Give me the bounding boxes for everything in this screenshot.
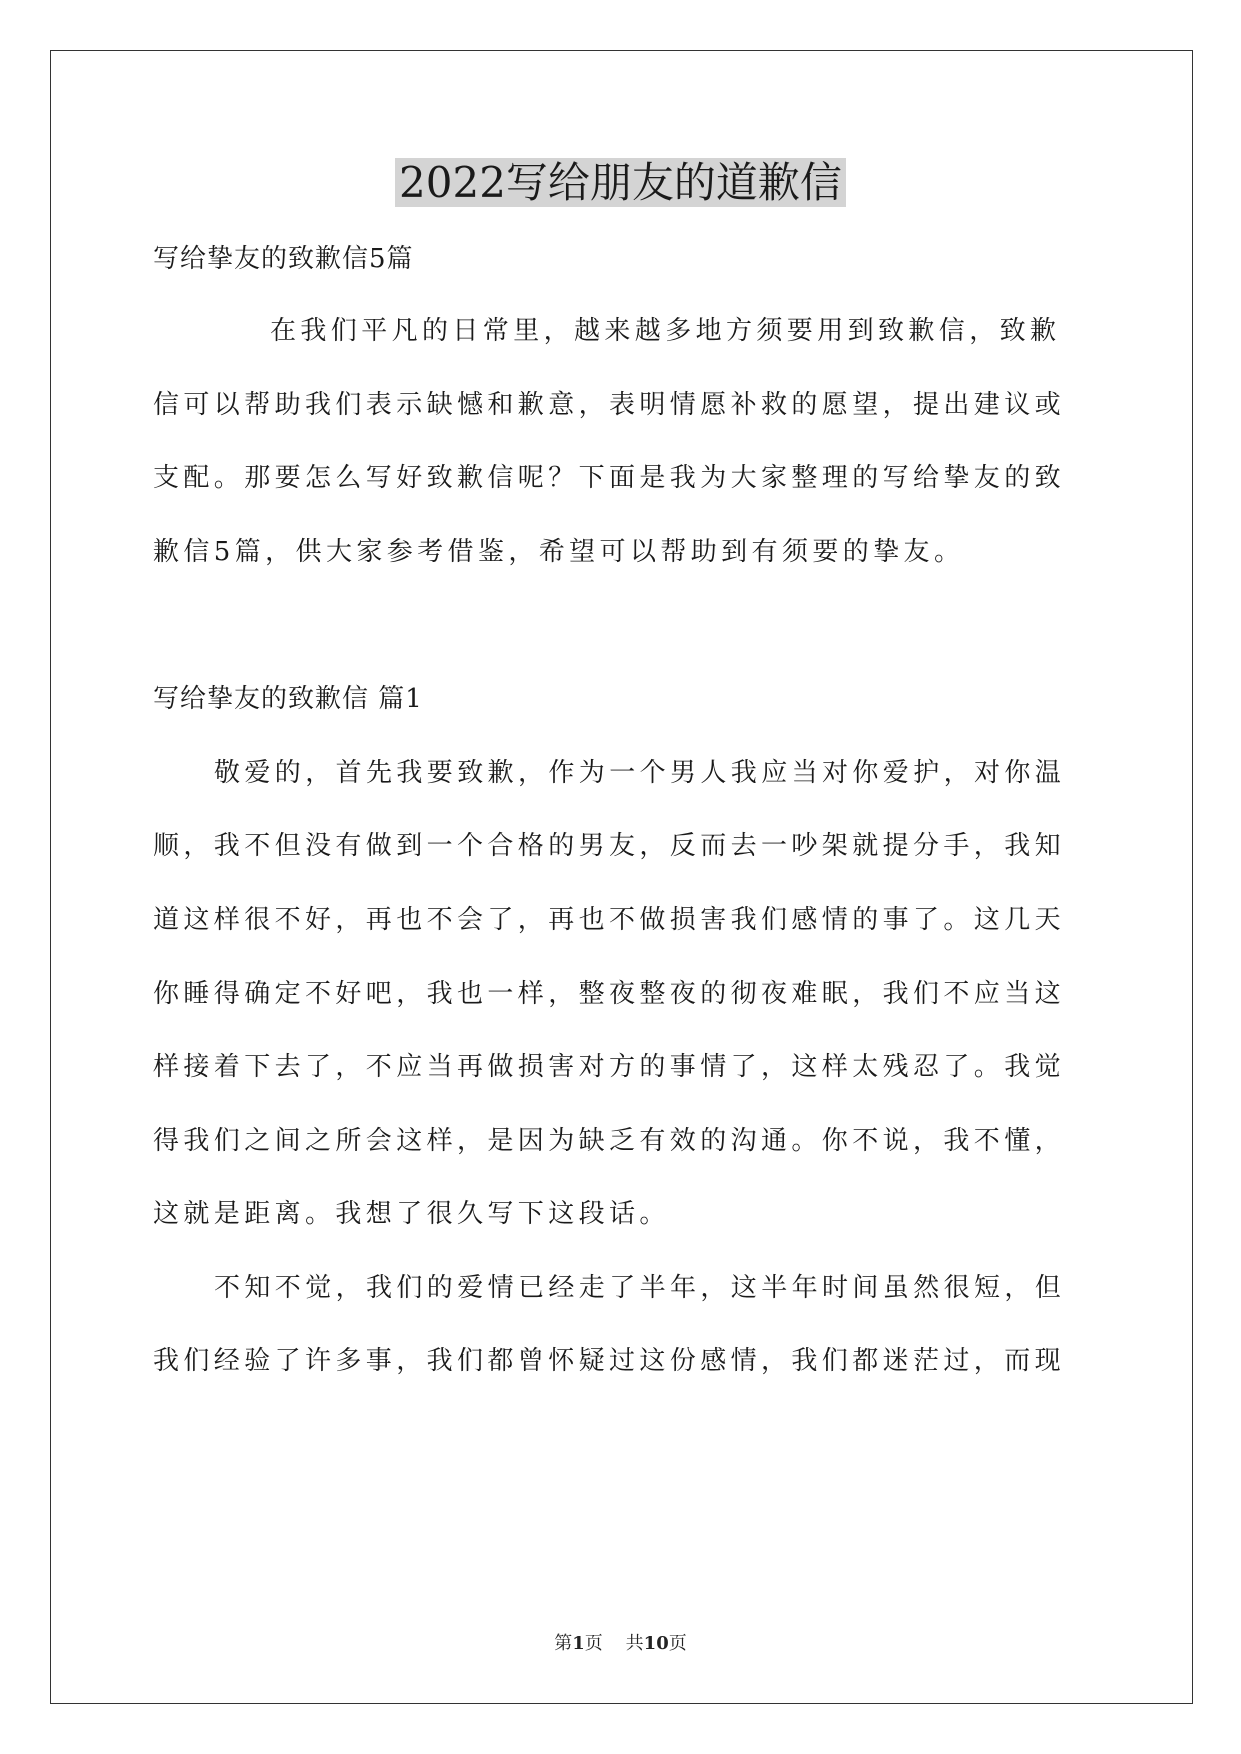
document-title [0,155,1241,211]
section-heading: 写给挚友的致歉信 篇1 [153,684,423,714]
footer-current-page: 1 [572,1633,585,1654]
footer-total-pages: 10 [643,1633,669,1654]
para1-line-2: 顺，我不但没有做到一个合格的男友，反而去一吵架就提分手，我知 [153,831,1066,861]
para2-line-1: 不知不觉，我们的爱情已经走了半年，这半年时间虽然很短，但 [214,1273,1066,1303]
subtitle: 写给挚友的致歉信5篇 [153,244,414,274]
para1-line-7: 这就是距离。我想了很久写下这段话。 [153,1199,670,1229]
para1-line-5: 样接着下去了，不应当再做损害对方的事情了，这样太残忍了。我觉 [153,1052,1066,1082]
footer-total-suffix: 页 [668,1633,687,1654]
footer-prefix: 第 [554,1633,573,1654]
intro-line-3: 支配。那要怎么写好致歉信呢？下面是我为大家整理的写给挚友的致 [153,463,1066,493]
para1-line-1: 敬爱的，首先我要致歉，作为一个男人我应当对你爱护，对你温 [214,758,1066,788]
intro-line-1: 在我们平凡的日常里，越来越多地方须要用到致歉信，致歉 [270,316,1061,346]
para1-line-3: 道这样很不好，再也不会了，再也不做损害我们感情的事了。这几天 [153,905,1066,935]
para1-line-6: 得我们之间之所会这样，是因为缺乏有效的沟通。你不说，我不懂， [153,1126,1066,1156]
intro-line-4: 歉信5篇，供大家参考借鉴，希望可以帮助到有须要的挚友。 [153,537,965,567]
para1-line-4: 你睡得确定不好吧，我也一样，整夜整夜的彻夜难眠，我们不应当这 [153,979,1066,1009]
footer-page-word: 页 [584,1633,603,1654]
intro-line-2: 信可以帮助我们表示缺憾和歉意，表明情愿补救的愿望，提出建议或 [153,390,1066,420]
page-border [50,50,1193,1704]
para2-line-2: 我们经验了许多事，我们都曾怀疑过这份感情，我们都迷茫过，而现 [153,1346,1066,1376]
footer-total-prefix: 共 [625,1633,644,1654]
title-text: 2022写给朋友的道歉信 [395,158,846,207]
page-footer [0,1632,1241,1656]
